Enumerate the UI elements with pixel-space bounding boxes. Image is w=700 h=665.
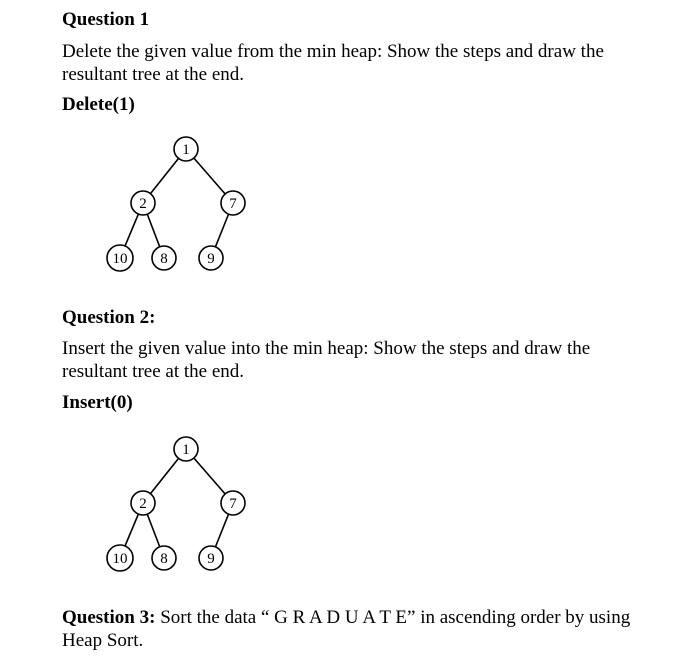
tree-node-left-right: [152, 546, 176, 570]
tree-node-right-left: [199, 546, 223, 570]
svg-text:8: 8: [160, 251, 168, 267]
tree-node-root: [174, 137, 198, 161]
tree-node-root: [174, 437, 198, 461]
tree-node-left: [131, 191, 155, 215]
question2-heading: Question 2:: [62, 307, 156, 328]
question1-heading: Question 1: [62, 9, 150, 30]
heap-tree-diagram-2: [95, 425, 315, 590]
tree-node-right-left: [199, 246, 223, 270]
heap-tree-diagram-1: [95, 125, 315, 290]
svg-text:1: 1: [182, 142, 190, 158]
question3-paragraph: [62, 606, 652, 652]
question2-operation: Insert(0): [62, 392, 133, 413]
question2-instruction: Insert the given value into the min heap: Show the steps and draw the resultant tree at the end.: [62, 338, 591, 382]
svg-text:10: 10: [112, 551, 128, 567]
svg-text:10: 10: [112, 251, 128, 267]
svg-text:9: 9: [207, 251, 215, 267]
question3-text: Sort the data “ G R A D U A T E” in ascending order by using Heap Sort.: [62, 607, 631, 651]
svg-text:7: 7: [229, 196, 237, 212]
question3-heading: Question 3:: [62, 607, 156, 628]
svg-text:2: 2: [139, 496, 147, 512]
svg-text:9: 9: [207, 551, 215, 567]
svg-text:8: 8: [160, 551, 168, 567]
svg-text:2: 2: [139, 196, 147, 212]
tree-node-left-left: [107, 545, 133, 571]
question1-operation: Delete(1): [62, 94, 135, 115]
question1-instruction: Delete the given value from the min heap: Show the steps and draw the resultant tree at the end.: [62, 41, 604, 85]
tree-node-left-left: [107, 245, 133, 271]
svg-text:7: 7: [229, 496, 237, 512]
tree-node-left: [131, 491, 155, 515]
svg-text:1: 1: [182, 442, 190, 458]
tree-node-left-right: [152, 246, 176, 270]
tree-node-right: [221, 191, 245, 215]
tree-node-right: [221, 491, 245, 515]
